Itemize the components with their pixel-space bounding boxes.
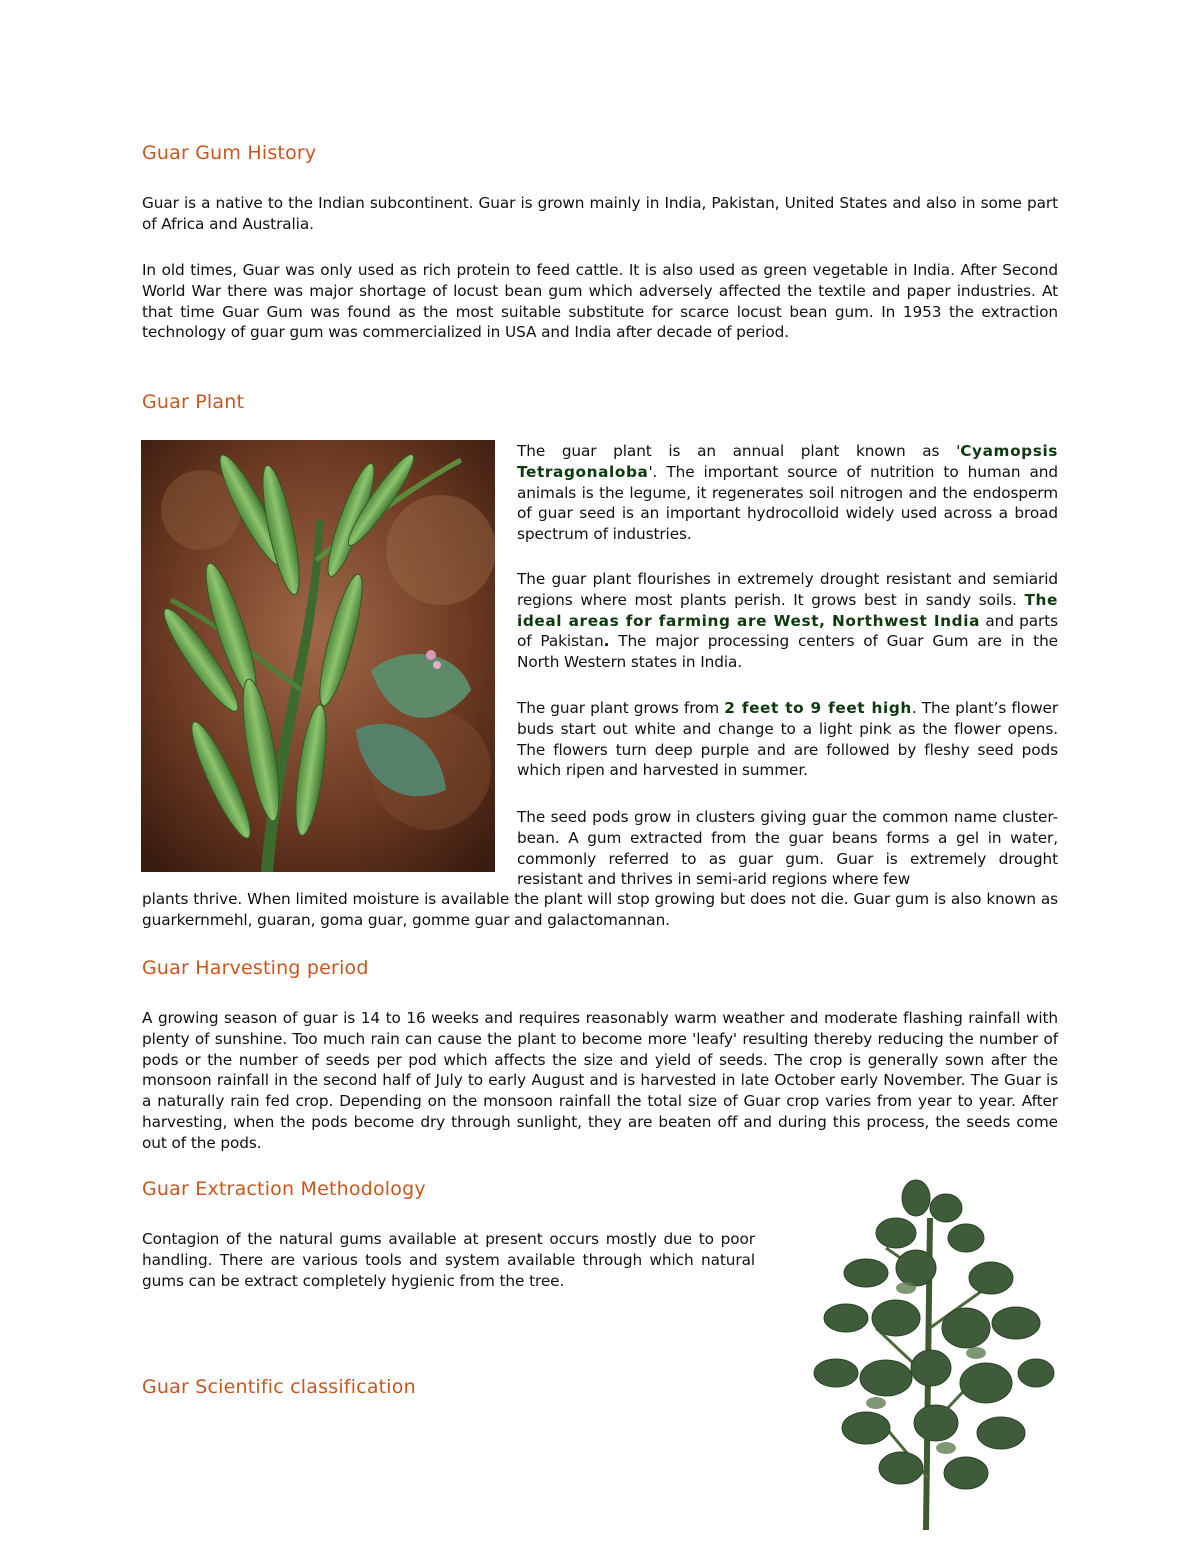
harvesting-paragraph: A growing season of guar is 14 to 16 weeks and requires reasonably warm weather and moderate flashing rainfall with plenty of sunshine. Too much rain can cause the plant to become more 'leafy' resulting thereby reducing the number of pods or the number of seeds per pod which affects the size and yield of seeds. The crop is generally sown after the monsoon rainfall in the second half of July to early August and is harvested in late October early November. The Guar is a naturally rain fed crop. Depending on the monsoon rainfall the total size of Guar crop varies from year to year. After harvesting, when the pods become dry through sunlight, they are beaten off and during this process, the seeds come out of the pods. (142, 1009, 1058, 1152)
extraction-heading: Guar Extraction Methodology (142, 1178, 426, 1200)
history-paragraph-1: Guar is a native to the Indian subcontinent. Guar is grown mainly in India, Pakistan, United States and also in some part of Africa and Australia. (142, 194, 1058, 233)
classification-heading: Guar Scientific classification (142, 1376, 416, 1398)
plant-p3-text-a: The guar plant grows from (517, 699, 725, 717)
plant-p2-text-c: The major processing centers of Guar Gum are in the North Western states in India. (517, 632, 1058, 672)
plant-p1-text-a: The guar plant is an annual plant known as ' (517, 442, 961, 460)
extraction-paragraph: Contagion of the natural gums available at present occurs mostly due to poor handling. There are various tools and system available through which natural gums can be extract completely hygienic from the tree. (142, 1230, 755, 1290)
guar-pods-photo (141, 440, 495, 872)
farming-areas: The ideal areas for farming are West, Northwest India (517, 590, 1058, 630)
plant-paragraph-2 (517, 569, 1058, 673)
plant-p2-text-a: The guar plant flourishes in extremely drought resistant and semiarid regions where most plants perish. It grows best in sandy soils. (517, 570, 1058, 609)
plant-p2-dot: . (603, 632, 610, 651)
plant-p3-text-b: . The plant’s flower buds start out white and change to a light pink as the flower opens. The flowers turn deep purple and are followed by fleshy seed pods which ripen and harvested in summer. (517, 699, 1059, 780)
plant-paragraph-3 (517, 698, 1058, 781)
plant-paragraph-4-wide: plants thrive. When limited moisture is available the plant will stop growing but does not die. Guar gum is also known as guarkernmehl, guaran, goma guar, gomme guar and galactomannan. (142, 890, 1058, 929)
harvesting-heading: Guar Harvesting period (142, 957, 369, 979)
plant-paragraph-4-narrow: The seed pods grow in clusters giving guar the common name cluster-bean. A gum extracted from the guar beans forms a gel in water, commonly referred to as guar gum. Guar is extremely drought resistant and thrives in semi-arid regions where few (517, 808, 1058, 889)
plant-p1-text-b: '. The important source of nutrition to human and animals is the legume, it regenerates soil nitrogen and the endosperm of guar seed is an important hydrocolloid widely used across a broad spectrum of industries. (517, 462, 1058, 544)
history-paragraph-2: In old times, Guar was only used as rich protein to feed cattle. It is also used as green vegetable in India. After Second World War there was major shortage of locust bean gum which adversely affected the textile and paper industries. At that time Guar Gum was found as the most suitable substitute for scarce locust bean gum. In 1953 the extraction technology of guar gum was commercialized in USA and India after decade of period. (142, 261, 1058, 342)
history-heading: Guar Gum History (142, 142, 317, 164)
plant-paragraph-1 (517, 441, 1058, 545)
guar-plant-photo (806, 1178, 1056, 1530)
scientific-name: Cyamopsis Tetragonaloba (517, 442, 1058, 481)
plant-height: 2 feet to 9 feet high (724, 699, 912, 717)
plant-heading: Guar Plant (142, 391, 245, 413)
plant-p2-text-b: and parts of Pakistan (517, 611, 1058, 651)
